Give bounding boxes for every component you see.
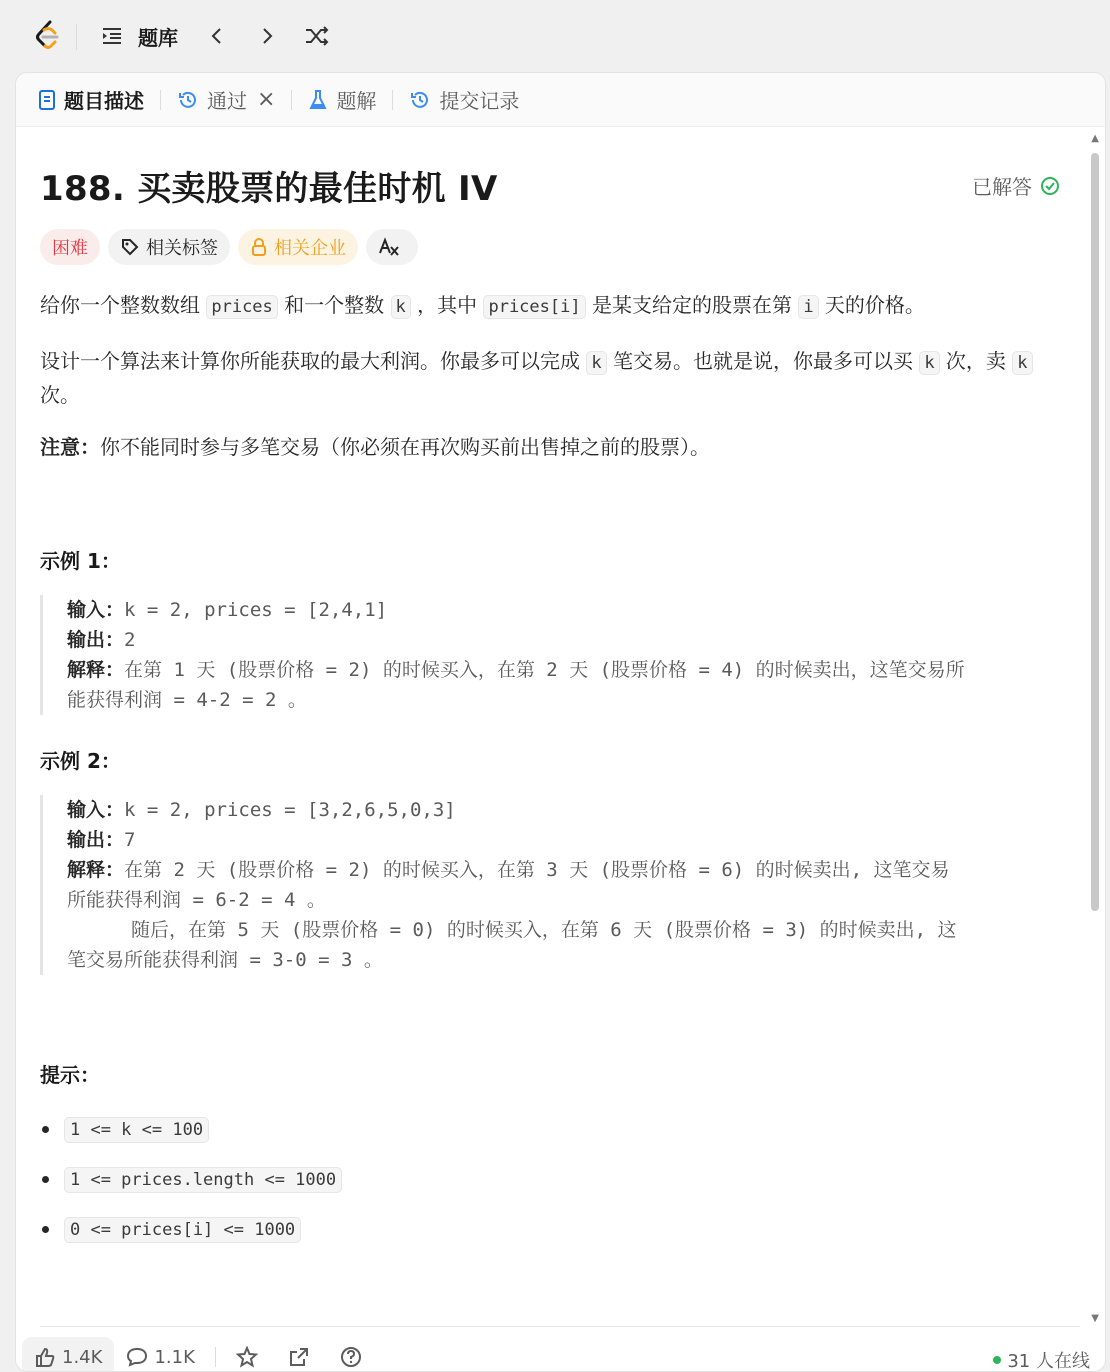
- note-text: 你不能同时参与多笔交易（你必须在再次购买前出售掉之前的股票）。: [100, 435, 710, 459]
- inline-code: i: [798, 295, 818, 319]
- difficulty-label: 困难: [52, 238, 88, 259]
- leetcode-logo-icon[interactable]: [30, 18, 66, 54]
- related-tags-label: 相关标签: [146, 238, 218, 259]
- tab-accepted[interactable]: [173, 73, 279, 127]
- list-item: [40, 1155, 342, 1205]
- history-icon: [177, 89, 199, 111]
- list-icon[interactable]: [100, 24, 124, 48]
- flask-icon: [308, 89, 328, 111]
- share-button[interactable]: [276, 1337, 328, 1372]
- input-value: k = 2, prices = [3,2,6,5,0,3]: [124, 799, 456, 821]
- text: 次，卖: [939, 349, 1013, 373]
- thumbs-up-icon: [34, 1346, 56, 1368]
- hints-heading: 提示：: [40, 1063, 100, 1087]
- list-item: [40, 1105, 342, 1155]
- problem-bank-title[interactable]: 题库: [138, 25, 178, 50]
- tab-description[interactable]: [34, 73, 148, 127]
- translate-button[interactable]: [366, 229, 418, 265]
- scrollbar-thumb[interactable]: [1091, 153, 1099, 911]
- text: ，其中: [410, 293, 484, 317]
- tag-row: [40, 229, 426, 265]
- text: 天的价格。: [818, 293, 925, 317]
- lock-icon: [250, 237, 268, 257]
- chevron-right-icon: [257, 26, 277, 46]
- tab-divider: [392, 90, 393, 110]
- panel-tabs: [16, 73, 1105, 127]
- constraint-code: 1 <= prices.length <= 1000: [64, 1167, 342, 1193]
- favorite-button[interactable]: [224, 1337, 276, 1372]
- divider: [215, 1347, 216, 1367]
- related-company-label: 相关企业: [274, 238, 346, 259]
- chevron-left-icon: [207, 26, 227, 46]
- description-paragraph-2: [40, 345, 1060, 411]
- inline-code: prices[i]: [483, 295, 585, 319]
- inline-code: k: [391, 295, 411, 319]
- note-paragraph: [40, 431, 1060, 463]
- shuffle-icon: [304, 25, 330, 47]
- text: 是某支给定的股票在第: [585, 293, 799, 317]
- explain-text: 所能获得利润 = 6-2 = 4 。: [67, 889, 326, 911]
- problem-title[interactable]: 188. 买卖股票的最佳时机 IV: [40, 169, 498, 209]
- problem-list-nav: [100, 20, 352, 52]
- comment-icon: [126, 1346, 148, 1368]
- document-icon: [38, 89, 56, 111]
- constraints-list: [40, 1105, 342, 1255]
- list-item: [40, 1205, 342, 1255]
- comment-count: 1.1K: [154, 1346, 195, 1368]
- explain-text: 随后，在第 5 天 (股票价格 = 0) 的时候买入，在第 6 天 (股票价格 = 3) 的时候卖出, 这: [131, 919, 957, 941]
- text: 笔交易。也就是说，你最多可以买: [606, 349, 920, 373]
- tab-label: 题解: [336, 89, 377, 113]
- input-label: 输入：: [67, 799, 125, 821]
- description-paragraph-1: [40, 289, 1060, 323]
- explain-text: 能获得利润 = 4-2 = 2 。: [67, 689, 307, 711]
- text: 次。: [40, 383, 80, 407]
- tab-label: 题目描述: [64, 89, 144, 113]
- text: 和一个整数: [277, 293, 391, 317]
- title-row: [40, 161, 1060, 209]
- bottom-divider: [40, 1326, 1080, 1327]
- text: 给你一个整数数组: [40, 293, 207, 317]
- output-label: 输出：: [67, 629, 125, 651]
- output-value: 7: [124, 829, 136, 851]
- inline-code: prices: [206, 295, 277, 319]
- tab-label: 提交记录: [439, 89, 520, 113]
- bottom-action-bar: [22, 1337, 1102, 1372]
- star-icon: [236, 1346, 258, 1368]
- input-label: 输入：: [67, 599, 125, 621]
- example-1-heading: 示例 1：: [40, 549, 121, 573]
- help-button[interactable]: [328, 1337, 380, 1372]
- constraint-code: 1 <= k <= 100: [64, 1117, 209, 1143]
- explain-text: 在第 2 天 (股票价格 = 2) 的时候买入，在第 3 天 (股票价格 = 6) 的时候卖出, 这笔交易: [124, 859, 950, 881]
- related-company-button[interactable]: [238, 229, 358, 265]
- next-problem-button[interactable]: [252, 21, 282, 51]
- output-label: 输出：: [67, 829, 125, 851]
- tab-divider: [160, 90, 161, 110]
- explain-label: 解释：: [67, 859, 125, 881]
- solved-status: [972, 171, 1060, 200]
- tab-solutions[interactable]: [304, 73, 380, 127]
- tab-divider: [291, 90, 292, 110]
- related-tags-button[interactable]: [108, 229, 230, 265]
- share-external-icon: [288, 1346, 310, 1368]
- online-count: [993, 1347, 1090, 1372]
- random-problem-button[interactable]: [302, 21, 332, 51]
- output-value: 2: [124, 629, 136, 651]
- difficulty-badge: [40, 229, 100, 265]
- question-circle-icon: [340, 1346, 362, 1368]
- check-circle-icon: [1040, 176, 1060, 196]
- like-button[interactable]: [22, 1337, 114, 1372]
- scroll-up-arrow-icon[interactable]: ▲: [1091, 133, 1099, 144]
- scroll-down-arrow-icon[interactable]: ▼: [1091, 1313, 1099, 1324]
- inline-code: k: [919, 351, 939, 375]
- explain-text: 笔交易所能获得利润 = 3-0 = 3 。: [67, 949, 383, 971]
- inline-code: k: [586, 351, 606, 375]
- tab-submissions[interactable]: [405, 73, 523, 127]
- tab-label: 通过: [207, 89, 247, 113]
- constraint-code: 0 <= prices[i] <= 1000: [64, 1217, 301, 1243]
- solved-label: 已解答: [972, 175, 1032, 199]
- text: 设计一个算法来计算你所能获取的最大利润。你最多可以完成: [40, 349, 587, 373]
- explain-label: 解释：: [67, 659, 125, 681]
- example-1-block: [40, 595, 1060, 715]
- online-dot-icon: [993, 1356, 1001, 1364]
- online-text: 31 人在线: [1007, 1351, 1090, 1372]
- translate-icon: [378, 237, 400, 257]
- history-icon: [409, 89, 431, 111]
- tag-icon: [120, 237, 140, 257]
- example-2-block: [40, 795, 1060, 975]
- close-tab-icon[interactable]: ×: [257, 87, 276, 112]
- explain-text: 在第 1 天 (股票价格 = 2) 的时候买入，在第 2 天 (股票价格 = 4) 的时候卖出，这笔交易所: [124, 659, 965, 681]
- top-navbar: [0, 0, 1110, 72]
- prev-problem-button[interactable]: [202, 21, 232, 51]
- problem-panel: [15, 72, 1106, 1372]
- inline-code: k: [1012, 351, 1032, 375]
- nav-divider: [76, 24, 77, 50]
- comments-button[interactable]: [114, 1337, 206, 1372]
- example-2-heading: 示例 2：: [40, 749, 121, 773]
- input-value: k = 2, prices = [2,4,1]: [124, 599, 388, 621]
- note-label: 注意：: [40, 435, 100, 459]
- like-count: 1.4K: [62, 1346, 103, 1368]
